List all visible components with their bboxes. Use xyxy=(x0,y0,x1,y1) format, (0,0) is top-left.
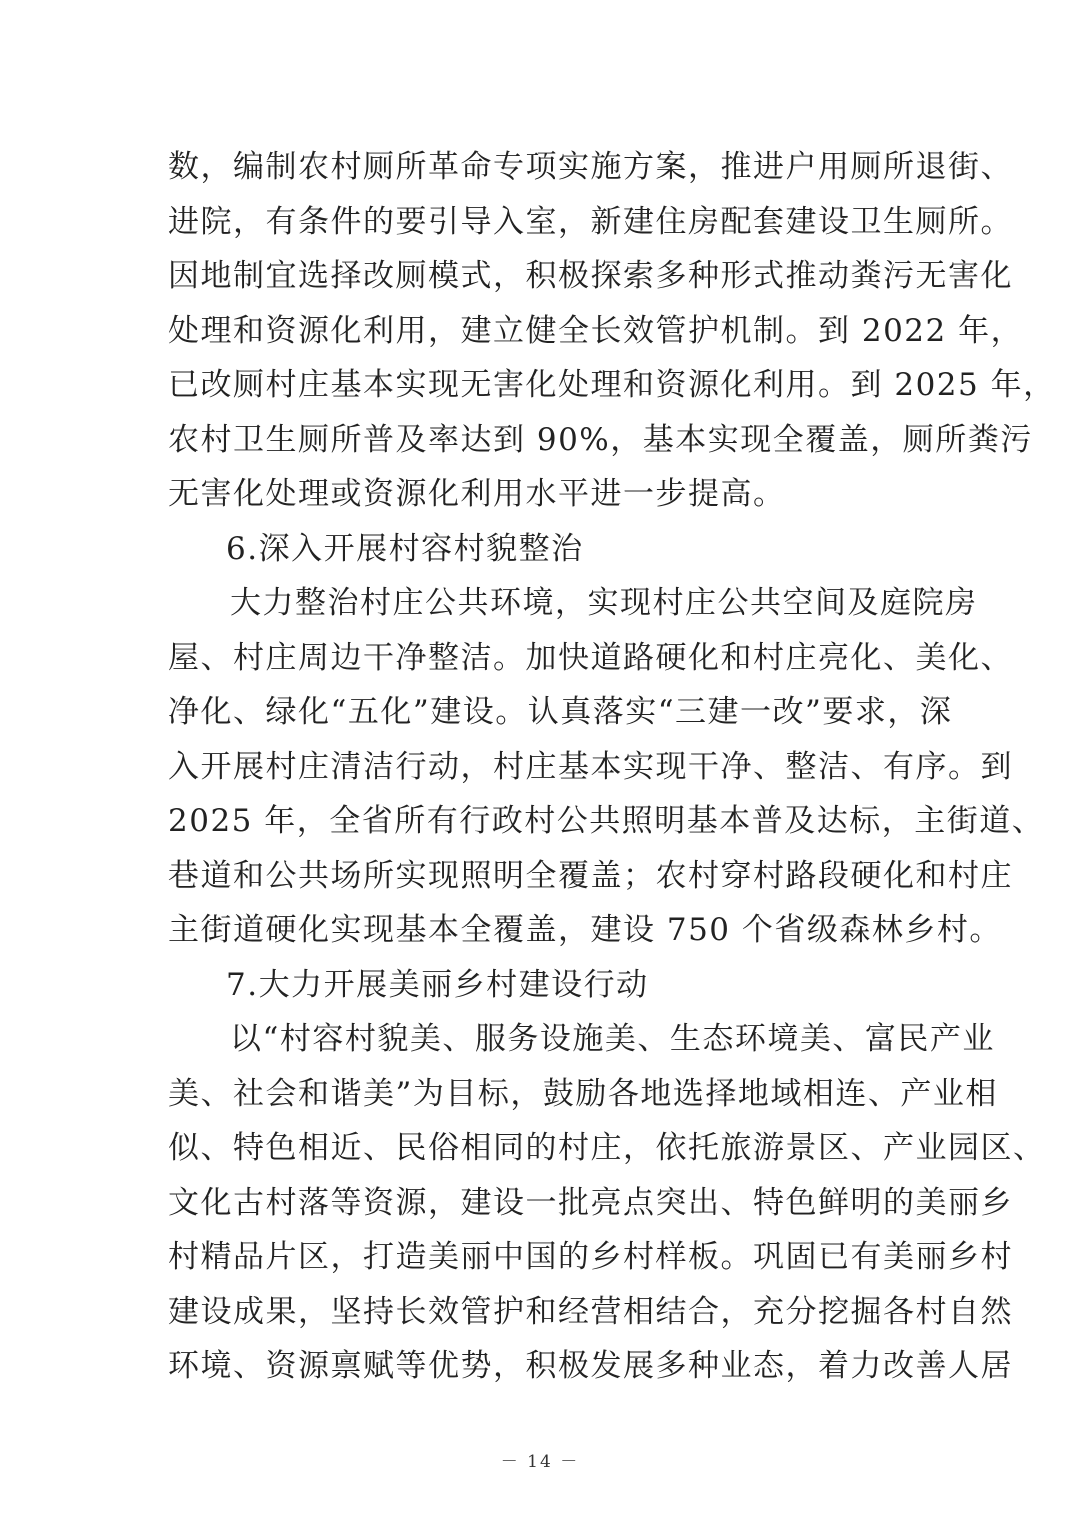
paragraph-line: 无害化处理或资源化利用水平进一步提高。 xyxy=(168,476,786,512)
body-text xyxy=(168,140,1056,1394)
page-number: － 14 － xyxy=(500,1452,580,1472)
paragraph-line: 似、特色相近、民俗相同的村庄，依托旅游景区、产业园区、 xyxy=(168,1130,1046,1166)
paragraph-line: 已改厕村庄基本实现无害化处理和资源化利用。到 2025 年， xyxy=(168,367,1056,403)
paragraph-line: 农村卫生厕所普及率达到 90%，基本实现全覆盖，厕所粪污 xyxy=(168,421,1033,458)
paragraph-line: 数，编制农村厕所革命专项实施方案，推进户用厕所退街、 xyxy=(168,149,1013,185)
paragraph-line: 屋、村庄周边干净整洁。加快道路硬化和村庄亮化、美化、 xyxy=(168,639,1013,676)
paragraph-line: 净化、绿化“五化”建设。认真落实“三建一改”要求，深 xyxy=(168,694,953,730)
paragraph-line: 入开展村庄清洁行动，村庄基本实现干净、整洁、有序。到 xyxy=(168,748,1013,785)
paragraph-line: 大力整治村庄公共环境，实现村庄公共空间及庭院房 xyxy=(230,585,978,621)
paragraph-line: 环境、资源禀赋等优势，积极发展多种业态，着力改善人居 xyxy=(168,1348,1013,1384)
paragraph-line: 村精品片区，打造美丽中国的乡村样板。巩固已有美丽乡村 xyxy=(168,1239,1013,1275)
paragraph-line: 2025 年，全省所有行政村公共照明基本普及达标，主街道、 xyxy=(168,803,1045,839)
paragraph-line: 因地制宜选择改厕模式，积极探索多种形式推动粪污无害化 xyxy=(168,258,1013,294)
paragraph-line: 巷道和公共场所实现照明全覆盖；农村穿村路段硬化和村庄 xyxy=(168,857,1013,894)
paragraph-line: 主街道硬化实现基本全覆盖，建设 750 个省级森林乡村。 xyxy=(168,912,1002,948)
paragraph-line: 进院，有条件的要引导入室，新建住房配套建设卫生厕所。 xyxy=(168,203,1013,240)
paragraph-line: 美、社会和谐美”为目标，鼓励各地选择地域相连、产业相 xyxy=(168,1075,998,1112)
section-heading-6: 6.深入开展村容村貌整治 xyxy=(226,530,584,567)
paragraph-line: 文化古村落等资源，建设一批亮点突出、特色鲜明的美丽乡 xyxy=(168,1184,1013,1221)
paragraph-line: 建设成果，坚持长效管护和经营相结合，充分挖掘各村自然 xyxy=(168,1293,1013,1330)
section-heading-7: 7.大力开展美丽乡村建设行动 xyxy=(226,966,649,1003)
paragraph-line: 处理和资源化利用，建立健全长效管护机制。到 2022 年， xyxy=(168,312,1024,349)
paragraph-line: 以“村容村貌美、服务设施美、生态环境美、富民产业 xyxy=(230,1021,995,1057)
